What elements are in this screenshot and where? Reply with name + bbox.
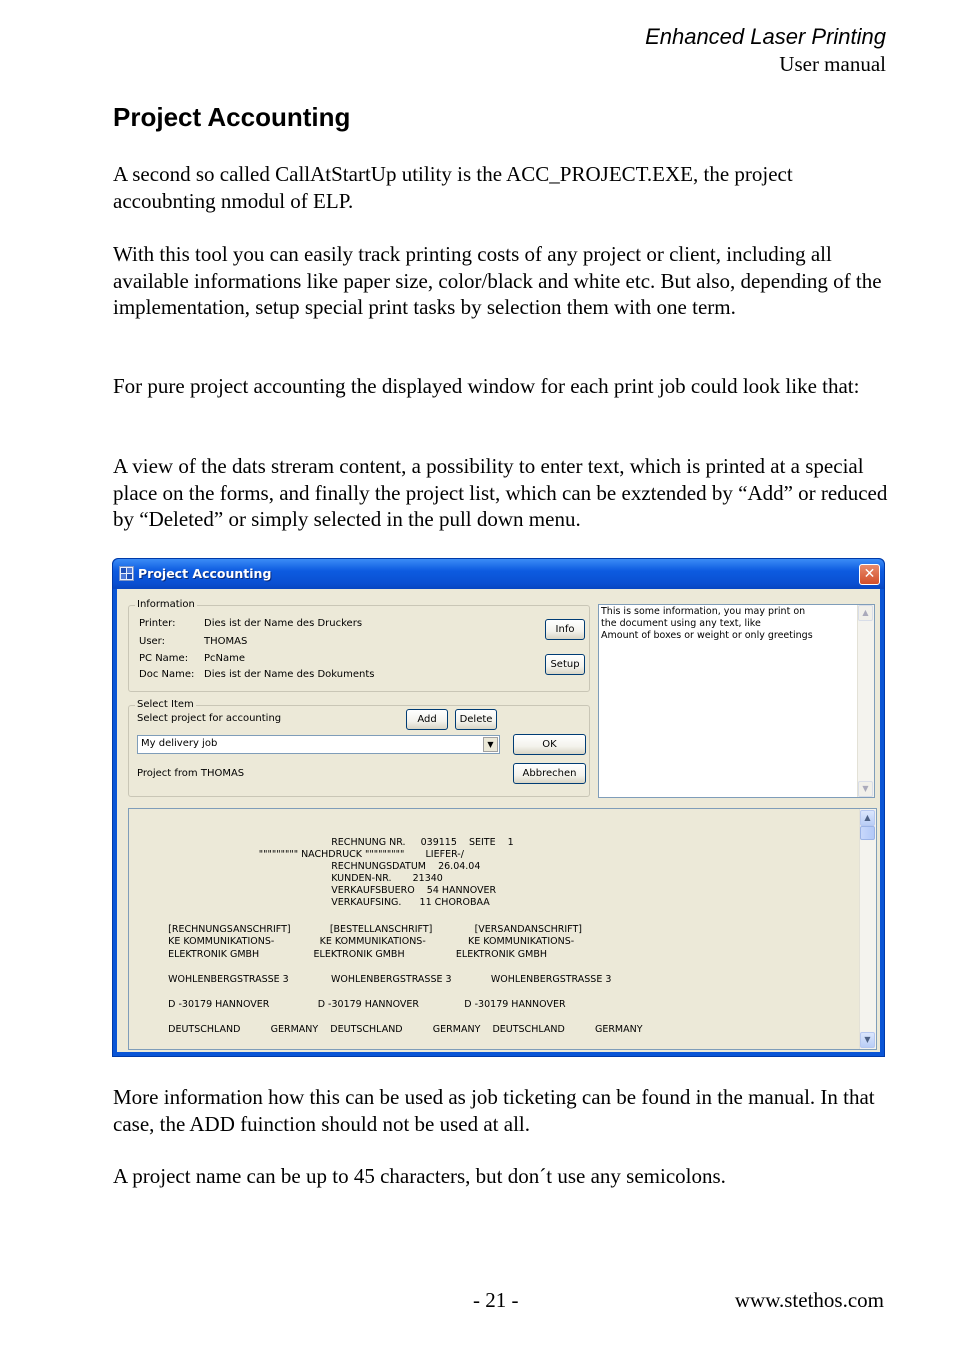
paragraph-job-ticketing: More information how this can be used as job ticketing can be found in the manual. In that case, the ADD fuinction should not be used at all. [113,1085,875,1136]
notes-scrollbar[interactable] [857,605,874,797]
paragraph-tool-description: With this tool you can easily track printing costs of any project or client, including all available informations like paper size, color/black and white etc. But also, depending of the implementation, setup special print tasks by selection them with one term. [113,242,882,319]
doc-name-value: Dies ist der Name des Dokuments [204,669,375,680]
project-select[interactable] [137,735,500,754]
pc-name-value: PcName [204,653,246,664]
notes-line: the document using any text, like [601,618,761,629]
user-label: User: [139,636,165,647]
printer-value: Dies ist der Name des Druckers [204,618,363,629]
notes-line: This is some information, you may print on [601,606,806,617]
document-header-title: Enhanced Laser Printing [645,24,886,49]
datastream-viewer[interactable] [128,808,877,1050]
pc-name-label: PC Name: [139,653,189,664]
project-from-label: Project from THOMAS [137,768,245,779]
select-project-prompt: Select project for accounting [137,713,282,724]
chevron-down-icon[interactable]: ▼ [483,737,498,752]
notes-line: Amount of boxes or weight or only greetings [601,630,813,641]
datastream-line: D -30179 HANNOVER D -30179 HANNOVER D -30179 HANNOVER [147,999,566,1010]
datastream-line: RECHNUNG NR. 039115 SEITE 1 [147,837,514,848]
window-titlebar[interactable] [113,559,884,589]
paragraph-intro: A second so called CallAtStartUp utility is the ACC_PROJECT.EXE, the project accoubnting nmodul of ELP. [113,162,793,213]
delete-button[interactable]: Delete [455,709,497,730]
info-button[interactable]: Info [545,619,585,640]
project-select-value: My delivery job [141,738,218,749]
scroll-up-icon[interactable]: ▲ [858,605,873,621]
datastream-line: WOHLENBERGSTRASSE 3 WOHLENBERGSTRASSE 3 WOHLENBERGSTRASSE 3 [147,974,612,985]
paragraph-name-limit: A project name can be up to 45 characters, but don´t use any semicolons. [113,1164,726,1188]
window-client-area [117,589,880,1052]
select-item-group [128,699,590,797]
printer-label: Printer: [139,618,176,629]
information-legend: Information [137,599,195,610]
page-number: - 21 - [473,1288,519,1312]
cancel-button[interactable]: Abbrechen [513,763,586,784]
datastream-line: KUNDEN-NR. 21340 [147,873,443,884]
select-item-legend: Select Item [137,699,194,710]
datastream-line: VERKAUFSING. 11 CHOROBAA [147,897,490,908]
paragraph-window-description: A view of the dats streram content, a possibility to enter text, which is printed at a special place on the forms, and finally the project list, which can be exztended by “Add” or reduced by “Deleted” or simply selected in the pull down menu. [113,454,888,531]
user-value: THOMAS [204,636,248,647]
setup-button[interactable]: Setup [545,654,585,675]
datastream-line: DEUTSCHLAND GERMANY DEUTSCHLAND GERMANY DEUTSCHLAND GERMANY [147,1024,643,1035]
datastream-line: KE KOMMUNIKATIONS- KE KOMMUNIKATIONS- KE KOMMUNIKATIONS- [147,936,575,947]
scroll-down-icon[interactable]: ▼ [860,1032,875,1048]
document-header-subtitle: User manual [779,52,886,76]
datastream-line: """"""""" NACHDRUCK """"""""" LIEFER-/ [147,849,464,860]
scroll-up-icon[interactable]: ▲ [860,810,875,826]
close-button[interactable]: ✕ [859,564,880,585]
datastream-scrollbar[interactable] [859,809,876,1049]
footer-url: www.stethos.com [734,1288,884,1312]
notes-textarea[interactable] [598,604,875,798]
information-group [128,599,590,692]
ok-button[interactable]: OK [513,734,586,755]
project-accounting-window [112,558,885,1057]
datastream-line: VERKAUFSBUERO 54 HANNOVER [147,885,497,896]
datastream-line: ELEKTRONIK GMBH ELEKTRONIK GMBH ELEKTRONIK GMBH [147,949,547,960]
app-icon [119,566,134,581]
datastream-line: [RECHNUNGSANSCHRIFT] [BESTELLANSCHRIFT] [VERSANDANSCHRIFT] [147,924,582,935]
paragraph-window-intro: For pure project accounting the displayed window for each print job could look like that: [113,374,860,398]
scroll-down-icon[interactable]: ▼ [858,781,873,797]
add-button[interactable]: Add [406,709,448,730]
section-title: Project Accounting [113,102,351,132]
scroll-thumb[interactable] [860,826,875,840]
doc-name-label: Doc Name: [139,669,195,680]
window-title: Project Accounting [138,566,272,581]
datastream-line: RECHNUNGSDATUM 26.04.04 [147,861,481,872]
